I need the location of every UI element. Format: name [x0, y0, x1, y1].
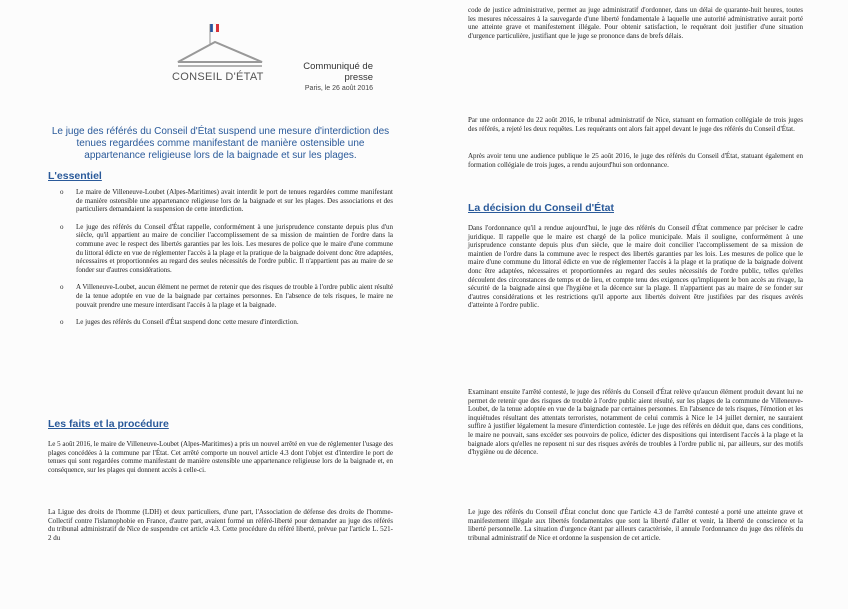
faits-paragraph: Le 5 août 2016, le maire de Villeneuve-Loubet (Alpes-Maritimes) a pris un nouvel arrêté en vue de réglementer l'usage des plages concédées à la commune par l'État. Cet arrêté comporte un nouvel article 4.3 dont l'objet est d'interdire le port de tenues qui sont regardées comme manifestant de manière ostensible une appartenance religieuse lors de la baignade et, en conséquence, sur les plages qui donnent accès à celle-ci. — [48, 440, 393, 474]
list-item: o Le juge des référés du Conseil d'État rappelle, conformément à une jurisprudence constante depuis plus d'un siècle, qu'il appartient au maire de concilier l'accomplissement de sa mission de maintien de l'ordre dans la commune avec le respect des libertés garanties par les lois. Les mesures de police que le maire d'une commune du littoral édicte en vue de réglementer l'accès à la plage et la pratique de la baignade doivent donc être adaptées, nécessaires et proportionnées au regard des seules nécessités de l'ordre public. Il n'appartient pas au maire de se fonder sur d'autres considérations. — [60, 222, 393, 274]
right-paragraph: Par une ordonnance du 22 août 2016, le tribunal administratif de Nice, statuant en formation collégiale de trois juges des référés, a rejeté les deux requêtes. Les requérants ont alors fait appel devant le juge des référés du Conseil d'État. — [468, 116, 803, 133]
decision-paragraph: Examinant ensuite l'arrêté contesté, le juge des référés du Conseil d'État relève qu'aucun élément produit devant lui ne permet de retenir que des risques de trouble à l'ordre public aient résulté, sur les plages de la commune de Villeneuve-Loubet, de la tenue adoptée en vue de la baignade par certaines personnes. En l'absence de tels risques, l'émotion et les inquiétudes résultant des attentats terroristes, notamment de celui commis à Nice le 14 juillet dernier, ne sauraient suffire à justifier légalement la mesure d'interdiction contestée. Le juge des référés en déduit que, dans ces conditions, le maire ne pouvait, sans excéder ses pouvoirs de police, édicter des dispositions qui interdisent l'accès à la plage et la baignade alors qu'elles ne reposent ni sur des risques avérés de troubles à l'ordre public ni, par ailleurs, sur des motifs d'hygiène ou de décence. — [468, 388, 803, 457]
press-header — [273, 61, 373, 92]
section-faits: Les faits et la procédure — [48, 418, 169, 430]
press-date: Paris, le 26 août 2016 — [304, 85, 373, 92]
list-item: o A Villeneuve-Loubet, aucun élément ne permet de retenir que des risques de trouble à l'ordre public aient résulté de la tenue adoptée en vue de la baignade par certaines personnes. En l'absence de tels risques, le maire ne pouvait prendre une mesure interdisant l'accès à la plage et la baignade. — [60, 283, 393, 309]
section-decision: La décision du Conseil d'État — [468, 202, 615, 214]
decision-paragraph: Dans l'ordonnance qu'il a rendue aujourd'hui, le juge des référés du Conseil d'État commence par préciser le cadre juridique. Il rappelle que le maire est chargé de la police municipale. Mais il souligne, conformément à une jurisprudence constante depuis plus d'un siècle, que le maire doit concilier l'accomplissement de sa mission de maintien de l'ordre dans la commune avec le respect des libertés garanties par les lois. Les mesures de police que le maire d'une commune du littoral édicte en vue de réglementer l'accès à la plage et la pratique de la baignade doivent donc être adaptées, nécessaires et proportionnées au regard des seules nécessités de l'ordre public, telles qu'elles découlent des circonstances de temps et de lieu, et compte tenu des exigences qu'impliquent le bon accès au rivage, la sécurité de la baignade ainsi que l'hygiène et la décence sur la plage. Il n'appartient pas au maire de se fonder sur d'autres considérations et les restrictions qu'il apporte aux libertés doivent être justifiées par des risques avérés d'atteinte à l'ordre public. — [468, 224, 803, 310]
headline: Le juge des référés du Conseil d'État suspend une mesure d'interdiction des tenues regardées comme manifestant de manière ostensible une appartenance religieuse lors de la baignade et sur les plages. — [51, 126, 390, 161]
press-title: Communiqué de presse — [303, 61, 373, 83]
bullet-list — [48, 188, 393, 336]
faits-paragraph: La Ligue des droits de l'homme (LDH) et deux particuliers, d'une part, l'Association de défense des droits de l'homme-Collectif contre l'islamophobie en France, d'autre part, avaient formé un référé-liberté pour demander au juge des référés du tribunal administratif de Nice de suspendre cet article 4.3. Cette procédure du référé liberté, prévue par l'article L. 521-2 du — [48, 508, 393, 542]
decision-paragraph: Le juge des référés du Conseil d'État conclut donc que l'article 4.3 de l'arrêté contesté a porté une atteinte grave et manifestement illégale aux libertés fondamentales que sont la liberté d'aller et venir, la liberté de conscience et la liberté personnelle. La situation d'urgence étant par ailleurs caractérisée, il annule l'ordonnance du juge des référés du tribunal administratif de Nice et ordonne la suspension de cet article. — [468, 508, 803, 542]
section-essentiel: L'essentiel — [48, 170, 102, 182]
logo-text: CONSEIL D'ÉTAT — [172, 71, 264, 83]
list-item: o Le maire de Villeneuve-Loubet (Alpes-Maritimes) avait interdit le port de tenues regardées comme manifestant de manière ostensible une appartenance religieuse lors de la baignade et sur les plages. Des associations et des particuliers demandaient la suspension de cette interdiction. — [60, 188, 393, 214]
right-paragraph: Après avoir tenu une audience publique le 25 août 2016, le juge des référés du Conseil d'État, statuant également en formation collégiale de trois juges, a rendu aujourd'hui son ordonnance. — [468, 152, 803, 169]
right-paragraph: code de justice administrative, permet au juge administratif d'ordonner, dans un délai de quarante-huit heures, toutes les mesures nécessaires à la sauvegarde d'une liberté fondamentale à laquelle une autorité administrative aurait porté une atteinte grave et manifestement illégale. Pour obtenir satisfaction, le requérant doit justifier d'une situation d'urgence particulière, justifiant que le juge se prononce dans de brefs délais. — [468, 6, 803, 40]
list-item: o Le juges des référés du Conseil d'État suspend donc cette mesure d'interdiction. — [60, 318, 299, 327]
